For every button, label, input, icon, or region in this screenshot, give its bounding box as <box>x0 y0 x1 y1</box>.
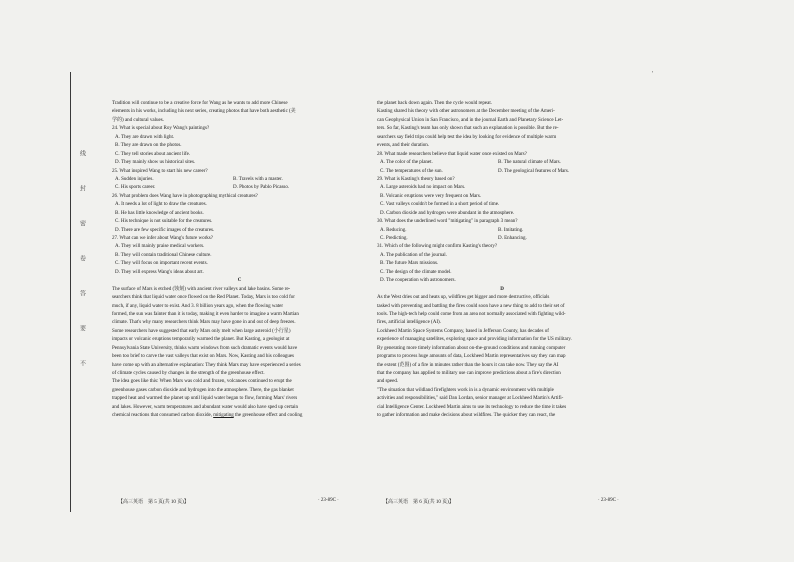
text-line: By generating more timely information about on-the-ground conditions and running computer <box>377 344 566 351</box>
option: A. Reducing. <box>380 226 407 233</box>
text-line: climate. That's why many researchers think Mars may have gone in and out of deep freezes. <box>112 319 296 326</box>
option-pair <box>112 183 367 191</box>
text-line: that the company has applied to military use can improve predictions about a fire's direction <box>377 370 561 376</box>
option: C. His sports career. <box>115 184 156 191</box>
text-line: the planet back down again. Then the cycle would repeat. <box>377 100 492 106</box>
text-fragment: the greenhouse effect and cooling <box>233 412 303 419</box>
binding-char: 密 <box>78 220 85 227</box>
question: 31. Which of the following might confirm Kasting's theory? <box>377 243 498 250</box>
left-page-code: · 23-89C · <box>318 498 339 503</box>
option: A. Sudden injuries. <box>115 175 154 182</box>
option: B. They will contain traditional Chinese culture. <box>115 251 212 258</box>
text-line: programs to process huge amounts of data, Lockheed Martin representatives say they can map <box>377 353 566 360</box>
text-fragment: chemical reactions that consumed carbon dioxide, <box>112 412 214 419</box>
question: 27. What can we infer about Wang's future works? <box>112 235 213 241</box>
binding-char: 卷 <box>78 255 85 262</box>
text-line: events, and their duration. <box>377 142 430 149</box>
text-line: searchers say field trips could help test the idea by looking for evidence of multiple warm <box>377 133 557 140</box>
question: 28. What made researchers believe that liquid water once existed on Mars? <box>377 150 527 157</box>
binding-warning-text <box>76 150 88 367</box>
option: C. Vast valleys couldn't be formed in a short period of time. <box>380 201 500 208</box>
binding-char: 不 <box>78 360 85 367</box>
option-pair <box>377 226 627 234</box>
binding-char: 答 <box>78 290 85 297</box>
left-column <box>112 99 367 420</box>
right-page-code: · 23-89C · <box>598 498 619 503</box>
text-line: and speed. <box>377 378 399 385</box>
text-line: Some researchers have suggested that early Mars only melt when large asteroid (小行星) <box>112 327 291 334</box>
right-column <box>377 99 627 420</box>
option-pair <box>112 175 367 183</box>
text-line: experience of managing satellites, exploring space and providing information for the US military. <box>377 336 572 343</box>
text-line: can Geophysical Union in San Francisco, and in the journal Earth and Planetary Science Let- <box>377 116 564 123</box>
text-line: formed, the sun was fainter than it is today, making it even harder to imagine a warm Martian <box>112 310 299 317</box>
text-line: been too brief to carve the vast valleys that exist on Mars. Now, Kasting and his colleagues <box>112 353 294 360</box>
binding-line <box>70 72 71 512</box>
option: B. He has little knowledge of ancient books. <box>115 209 204 216</box>
text-line: The surface of Mars is etched (蚀刻) with ancient river valleys and lake basins. Some re- <box>112 285 291 292</box>
text-line: fires, artificial intelligence (AI). <box>377 319 441 326</box>
option: D. Enhancing. <box>498 235 527 241</box>
option-pair <box>377 158 627 166</box>
text-line: ters. So far, Kasting's team has only shown that such an explanation is possible. But the re- <box>377 125 559 132</box>
text-line: 学的) and cultural values. <box>112 116 164 123</box>
option: B. Imitating. <box>498 226 524 233</box>
option: B. The future Mars missions. <box>380 260 439 267</box>
text-line: and lakes. However, warm temperatures and abundant water would also have sped up certain <box>112 403 298 410</box>
binding-char: 封 <box>78 185 85 192</box>
option: A. They are drawn with light. <box>115 133 175 140</box>
option: D. There are few specific images of the creatures. <box>115 226 215 233</box>
text-line: elements in his works, including his next series, creating photos that have both aesthetic (美 <box>112 108 296 115</box>
option: A. They will mainly praise medical workers. <box>115 243 205 250</box>
option: C. The design of the climate model. <box>380 268 452 275</box>
underlined-word: mitigating <box>213 412 234 419</box>
text-line: the extent (范围) of a fire in minutes rather than the hours it can take now. They say the AI <box>377 361 559 368</box>
question: 26. What problem does Wang have in photographing mythical creatures? <box>112 192 258 199</box>
question: 29. What is Kasting's theory based on? <box>377 175 455 182</box>
section-heading: C <box>237 277 242 284</box>
binding-char: 线 <box>78 150 85 157</box>
text-line: tasked with preventing and battling the fires could soon have a new thing to add to their set of <box>377 302 565 309</box>
text-line: greenhouse gases carbon dioxide and hydrogen into the atmosphere. There, the gas blanket <box>112 386 294 393</box>
option: D. Carbon dioxide and hydrogen were abundant in the atmosphere. <box>380 209 515 216</box>
option: B. The natural climate of Mars. <box>498 159 561 166</box>
text-line: have come up with an alternative explanation: They think Mars may have experienced a series <box>112 361 301 368</box>
text-line: impacts or volcanic eruptions temporarily warmed the planet. But Kasting, a geologist at <box>112 336 290 343</box>
option-pair <box>377 234 627 242</box>
text-line: to gather information and make decisions about wildfires. The quicker they can react, the <box>377 412 556 419</box>
option: D. They will express Wang's ideas about art. <box>115 268 204 275</box>
option-pair <box>377 167 627 175</box>
option: A. The publication of the journal. <box>380 251 447 258</box>
text-line: As the West dries out and heats up, wildfires get bigger and more destructive, officials <box>377 294 550 301</box>
text-line: searchers think that liquid water once flowed on the Red Planet. Today, Mars is too cold for <box>112 294 295 301</box>
option: A. It needs a lot of light to draw the creatures. <box>115 201 207 208</box>
option: C. Predicting. <box>380 235 408 241</box>
option: C. They tell stories about ancient life. <box>115 150 191 157</box>
option: B. They are drawn on the photos. <box>115 142 182 149</box>
text-line <box>112 411 367 419</box>
text-line: Pennsylvania State University, thinks warm windows from such dramatic events would have <box>112 344 298 351</box>
option: D. The geological features of Mars. <box>498 167 570 174</box>
text-line: Kasting shared his theory with other astronomers at the December meeting of the Ameri- <box>377 108 555 115</box>
text-line: Lockheed Martin Space Systems Company, based in Jefferson County, has decades of <box>377 327 549 334</box>
option: B. Travels with a master. <box>233 175 283 182</box>
text-line: "The situation that wildland firefighters work in is a dynamic environment with multiple <box>377 386 554 393</box>
option: C. They will focus on important recent events. <box>115 260 208 267</box>
option: D. Photos by Pablo Picasso. <box>233 184 290 191</box>
option: C. The temperatures of the sun. <box>380 167 443 174</box>
question: 25. What inspired Wang to start his new career? <box>112 167 208 174</box>
question: 24. What is special about Roy Wang's paintings? <box>112 125 210 132</box>
option: C. His technique is not suitable for the creatures. <box>115 218 213 225</box>
text-line: cial Intelligence Center. Lockheed Martin aims to use its technology to reduce the time it takes <box>377 403 567 410</box>
option: A. Large asteroids had no impact on Mars. <box>380 184 466 191</box>
text-line: The idea goes like this: When Mars was cold and frozen, volcanoes continued to erupt the <box>112 378 292 385</box>
corner-mark: ' <box>652 70 654 78</box>
text-line: of climate cycles caused by changes in the strength of the greenhouse effect. <box>112 370 265 376</box>
question: 30. What does the underlined word "mitigating" in paragraph 3 mean? <box>377 218 518 225</box>
text-line: Tradition will continue to be a creative force for Wang as he wants to add more Chinese <box>112 100 288 106</box>
option: D. The cooperation with astronomers. <box>380 277 456 284</box>
option: B. Volcanic eruptions were very frequent on Mars. <box>380 192 482 199</box>
binding-char: 要 <box>78 325 85 332</box>
left-page-footer: 【高三英语 第 5 页(共 10 页)】 <box>118 500 189 505</box>
text-line: tools. The high-tech help could come from an area not normally associated with fighting wild- <box>377 310 566 317</box>
text-line: much, if any, liquid water to exist. And 3. 8 billion years ago, when the flowing water <box>112 302 284 309</box>
option: D. They mainly show us historical sites. <box>115 159 196 166</box>
text-line: trapped heat and warmed the planet up until liquid water began to flow, forming Mars' rivers <box>112 395 298 402</box>
right-page-footer: 【高三英语 第 6 页(共 10 页)】 <box>383 500 454 505</box>
section-heading: D <box>500 285 504 292</box>
text-line: activities and responsibilities," said Dan Lordan, senior manager at Lockheed Martin's Artifi- <box>377 395 564 402</box>
option: A. The color of the planet. <box>380 159 433 166</box>
